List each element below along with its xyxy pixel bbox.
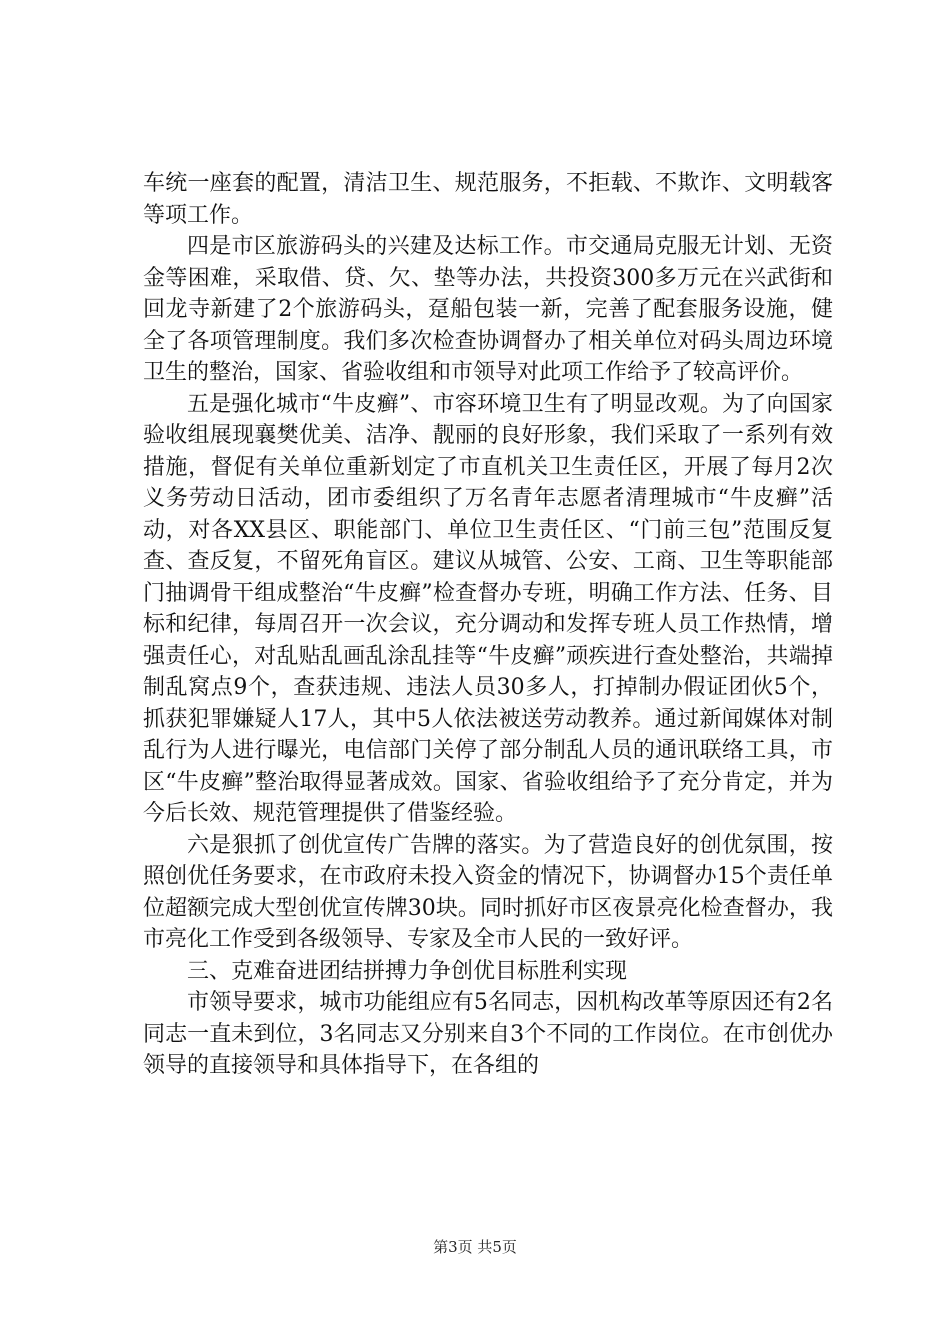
paragraph-1: 车统一座套的配置，清洁卫生、规范服务，不拒载、不欺诈、文明载客等项工作。	[143, 171, 833, 228]
paragraph-4: 六是狠抓了创优宣传广告牌的落实。为了营造良好的创优氛围，按照创优任务要求，在市政府未投入资金的情况下，协调督办15个责任单位超额完成大型创优宣传牌30块。同时抓好市区夜景亮化检查督办，我市亮化工作受到各级领导、专家及全市人民的一致好评。	[143, 832, 833, 952]
paragraph-3: 五是强化城市“牛皮癣”、市容环境卫生有了明显改观。为了向国家验收组展现襄樊优美、洁净、靓丽的良好形象，我们采取了一系列有效措施，督促有关单位重新划定了市直机关卫生责任区，开展了每月2次义务劳动日活动，团市委组织了万名青年志愿者清理城市“牛皮癣”活动，对各XX县区、职能部门、单位卫生责任区、“门前三包”范围反复查、查反复，不留死角盲区。建议从城管、公安、工商、卫生等职能部门抽调骨干组成整治“牛皮癣”检查督办专班，明确工作方法、任务、目标和纪律，每周召开一次会议，充分调动和发挥专班人员工作热情，增强责任心，对乱贴乱画乱涂乱挂等“牛皮癣”顽疾进行查处整治，共端掉制乱窝点9个，查获违规、违法人员30多人，打掉制办假证团伙5个，抓获犯罪嫌疑人17人，其中5人依法被送劳动教养。通过新闻媒体对制乱行为人进行曝光，电信部门关停了部分制乱人员的通讯联络工具，市区“牛皮癣”整治取得显著成效。国家、省验收组给予了充分肯定，并为今后长效、规范管理提供了借鉴经验。	[143, 391, 833, 826]
page-number-footer: 第3页 共5页	[433, 1238, 517, 1256]
document-body	[143, 168, 833, 1082]
paragraph-5: 市领导要求，城市功能组应有5名同志，因机构改革等原因还有2名同志一直未到位，3名同志又分别来自3个不同的工作岗位。在市创优办领导的直接领导和具体指导下，在各组的	[143, 990, 833, 1078]
section-heading: 三、克难奋进团结拼搏力争创优目标胜利实现	[187, 958, 628, 984]
paragraph-2: 四是市区旅游码头的兴建及达标工作。市交通局克服无计划、无资金等困难，采取借、贷、欠、垫等办法，共投资300多万元在兴武街和回龙寺新建了2个旅游码头，趸船包装一新，完善了配套服务设施，健全了各项管理制度。我们多次检查协调督办了相关单位对码头周边环境卫生的整治，国家、省验收组和市领导对此项工作给予了较高评价。	[143, 234, 833, 385]
